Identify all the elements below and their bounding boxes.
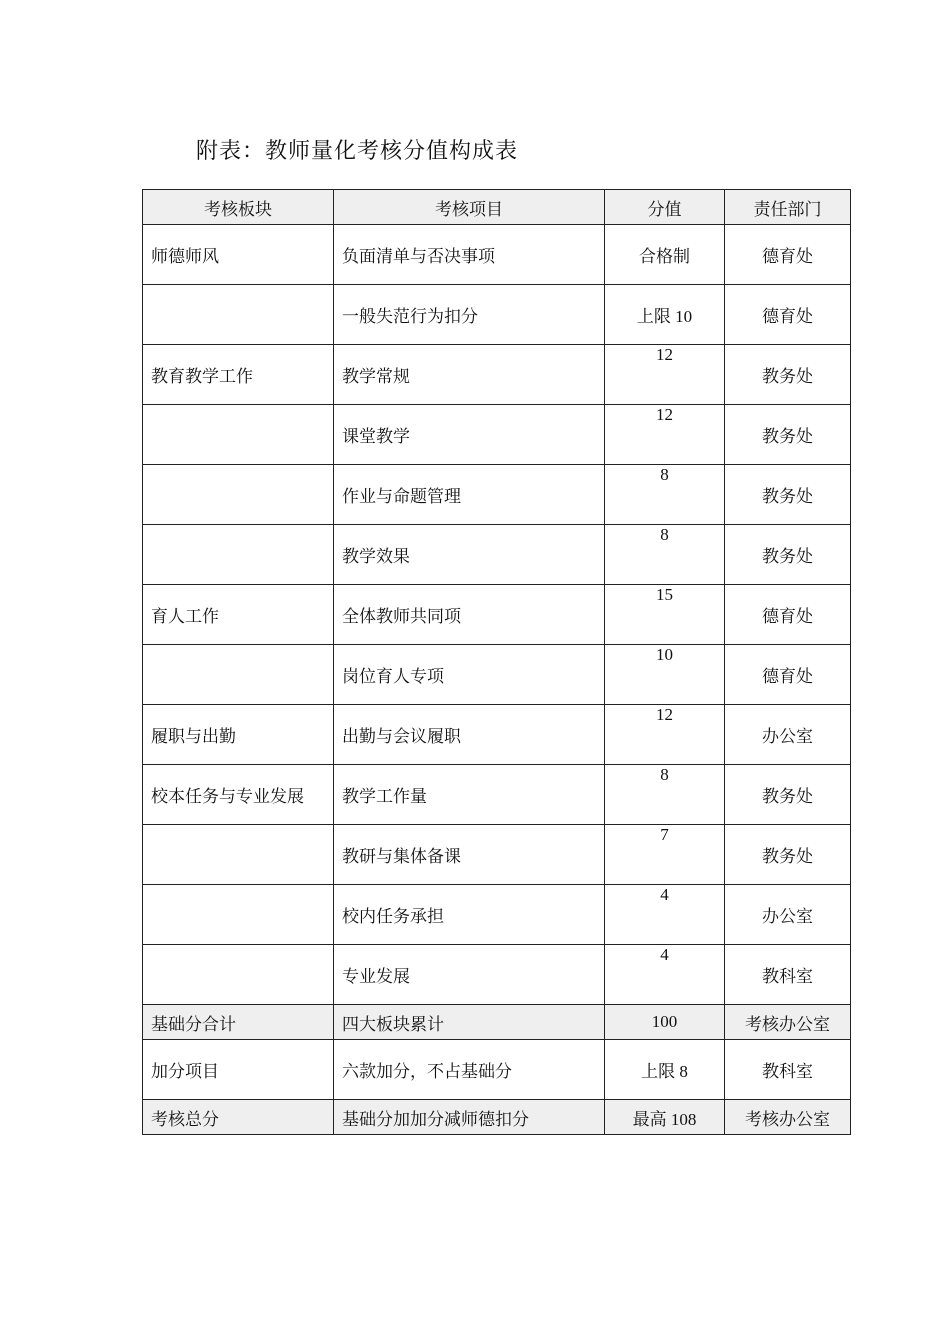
- cell-dept: 教务处: [725, 765, 851, 825]
- cell-score: 8: [605, 525, 725, 585]
- cell-item: 教学常规: [334, 345, 605, 405]
- cell-dept: 教务处: [725, 465, 851, 525]
- header-block: 考核板块: [143, 190, 334, 225]
- cell-block: 履职与出勤: [143, 705, 334, 765]
- cell-block: [143, 525, 334, 585]
- cell-score: 10: [605, 645, 725, 705]
- score-table: [142, 189, 851, 1135]
- cell-item: 一般失范行为扣分: [334, 285, 605, 345]
- cell-score: 15: [605, 585, 725, 645]
- cell-block: 师德师风: [143, 225, 334, 285]
- cell-score: 最高 108: [605, 1100, 725, 1135]
- cell-score: 12: [605, 405, 725, 465]
- cell-item: 全体教师共同项: [334, 585, 605, 645]
- cell-score: 12: [605, 345, 725, 405]
- cell-dept: 考核办公室: [725, 1005, 851, 1040]
- cell-score: 4: [605, 885, 725, 945]
- cell-score: 上限 8: [605, 1040, 725, 1100]
- cell-block: [143, 285, 334, 345]
- cell-score: 上限 10: [605, 285, 725, 345]
- table-row: [143, 1040, 851, 1100]
- header-item: 考核项目: [334, 190, 605, 225]
- cell-dept: 德育处: [725, 645, 851, 705]
- cell-block: [143, 645, 334, 705]
- cell-score: 7: [605, 825, 725, 885]
- cell-score: 12: [605, 705, 725, 765]
- table-header-row: [143, 190, 851, 225]
- table-row: [143, 645, 851, 705]
- cell-item: 四大板块累计: [334, 1005, 605, 1040]
- cell-block: 基础分合计: [143, 1005, 334, 1040]
- cell-dept: 考核办公室: [725, 1100, 851, 1135]
- table-row: [143, 525, 851, 585]
- table-row: [143, 585, 851, 645]
- cell-item: 教学工作量: [334, 765, 605, 825]
- cell-score: 4: [605, 945, 725, 1005]
- page-title: 附表：教师量化考核分值构成表: [196, 139, 519, 164]
- cell-block: [143, 465, 334, 525]
- cell-dept: 教务处: [725, 345, 851, 405]
- table-row: [143, 705, 851, 765]
- table-row: [143, 885, 851, 945]
- table-row: [143, 405, 851, 465]
- cell-item: 出勤与会议履职: [334, 705, 605, 765]
- table-row: [143, 285, 851, 345]
- cell-block: 校本任务与专业发展: [143, 765, 334, 825]
- table-row: [143, 825, 851, 885]
- table-row: [143, 345, 851, 405]
- cell-item: 岗位育人专项: [334, 645, 605, 705]
- cell-dept: 德育处: [725, 285, 851, 345]
- cell-block: 加分项目: [143, 1040, 334, 1100]
- cell-block: 考核总分: [143, 1100, 334, 1135]
- header-score: 分值: [605, 190, 725, 225]
- table-row: [143, 225, 851, 285]
- cell-dept: 教科室: [725, 1040, 851, 1100]
- cell-block: [143, 945, 334, 1005]
- cell-item: 校内任务承担: [334, 885, 605, 945]
- cell-score: 合格制: [605, 225, 725, 285]
- cell-dept: 德育处: [725, 585, 851, 645]
- table-row: [143, 945, 851, 1005]
- table-row: [143, 465, 851, 525]
- cell-dept: 办公室: [725, 885, 851, 945]
- cell-block: 育人工作: [143, 585, 334, 645]
- cell-item: 教研与集体备课: [334, 825, 605, 885]
- table-row: [143, 765, 851, 825]
- cell-item: 作业与命题管理: [334, 465, 605, 525]
- cell-dept: 教务处: [725, 825, 851, 885]
- cell-block: [143, 885, 334, 945]
- cell-block: [143, 825, 334, 885]
- cell-item: 专业发展: [334, 945, 605, 1005]
- cell-score: 8: [605, 765, 725, 825]
- cell-score: 100: [605, 1005, 725, 1040]
- cell-item: 负面清单与否决事项: [334, 225, 605, 285]
- cell-item: 六款加分，不占基础分: [334, 1040, 605, 1100]
- cell-score: 8: [605, 465, 725, 525]
- cell-item: 课堂教学: [334, 405, 605, 465]
- table-row-total: [143, 1100, 851, 1135]
- cell-dept: 教科室: [725, 945, 851, 1005]
- cell-block: [143, 405, 334, 465]
- table-row-subtotal: [143, 1005, 851, 1040]
- header-dept: 责任部门: [725, 190, 851, 225]
- cell-dept: 教务处: [725, 525, 851, 585]
- cell-dept: 教务处: [725, 405, 851, 465]
- cell-item: 教学效果: [334, 525, 605, 585]
- cell-block: 教育教学工作: [143, 345, 334, 405]
- cell-dept: 办公室: [725, 705, 851, 765]
- cell-item: 基础分加加分减师德扣分: [334, 1100, 605, 1135]
- cell-dept: 德育处: [725, 225, 851, 285]
